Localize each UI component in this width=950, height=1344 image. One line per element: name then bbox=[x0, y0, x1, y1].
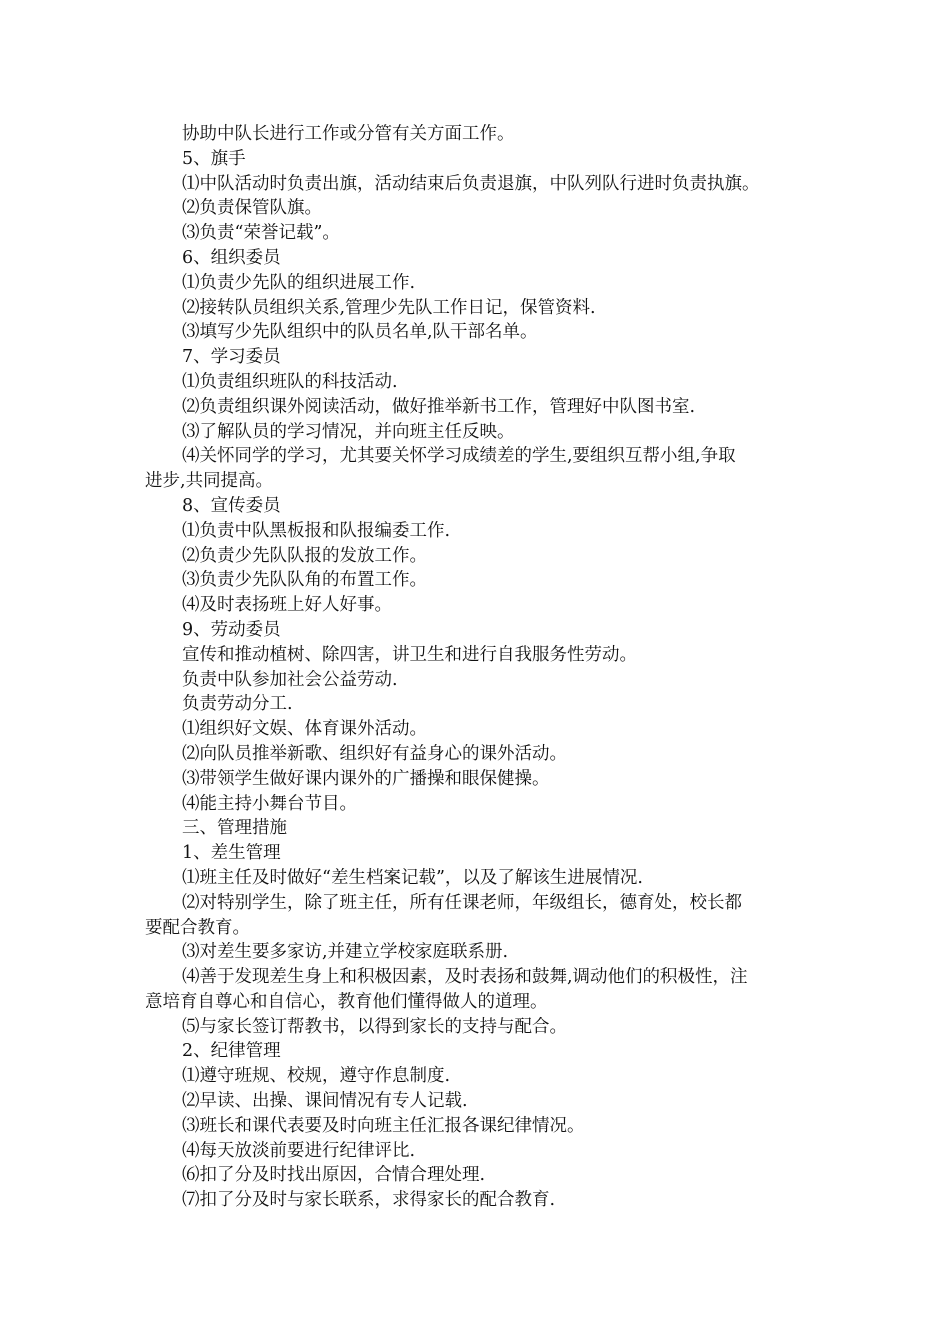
paragraph-line: 5、旗手 bbox=[182, 148, 246, 169]
paragraph-line: 6、组织委员 bbox=[182, 247, 281, 268]
paragraph-line: 负责劳动分工. bbox=[182, 694, 293, 715]
paragraph-continuation-line: 意培育自尊心和自信心，教育他们懂得做人的道理。 bbox=[145, 991, 548, 1012]
paragraph-line: ⑶负责“荣誉记载”。 bbox=[182, 223, 340, 244]
paragraph-line: ⑴班主任及时做好“差生档案记载”，以及了解该生进展情况. bbox=[182, 867, 643, 888]
paragraph-line: 7、学习委员 bbox=[182, 347, 281, 368]
paragraph-line: 协助中队长进行工作或分管有关方面工作。 bbox=[182, 124, 515, 144]
paragraph-line: ⑷能主持小舞台节目。 bbox=[182, 793, 357, 814]
paragraph-line: ⑴组织好文娱、体育课外活动。 bbox=[182, 719, 427, 740]
paragraph-line: ⑶了解队员的学习情况，并向班主任反映。 bbox=[182, 421, 515, 442]
paragraph-line: 2、纪律管理 bbox=[182, 1041, 281, 1062]
paragraph-continuation-line: 进步,共同提高。 bbox=[145, 471, 274, 492]
paragraph-line: ⑵负责保管队旗。 bbox=[182, 198, 322, 219]
paragraph-line: ⑴中队活动时负责出旗，活动结束后负责退旗，中队列队行进时负责执旗。 bbox=[182, 173, 760, 194]
paragraph-continuation-line: 要配合教育。 bbox=[145, 917, 250, 938]
paragraph-line: ⑵接转队员组织关系,管理少先队工作日记，保管资料. bbox=[182, 297, 596, 318]
document-body bbox=[145, 122, 810, 1213]
paragraph-line: ⑵向队员推举新歌、组织好有益身心的课外活动。 bbox=[182, 743, 567, 764]
paragraph-line: 1、差生管理 bbox=[182, 843, 281, 864]
paragraph-line: 三、管理措施 bbox=[182, 818, 287, 839]
paragraph-line: 负责中队参加社会公益劳动. bbox=[182, 669, 398, 690]
paragraph-line: ⑷及时表扬班上好人好事。 bbox=[182, 595, 392, 616]
paragraph-line: ⑴负责中队黑板报和队报编委工作. bbox=[182, 520, 451, 541]
paragraph-line: ⑶填写少先队组织中的队员名单,队干部名单。 bbox=[182, 322, 538, 343]
paragraph-line: ⑹扣了分及时找出原因，合情合理处理. bbox=[182, 1165, 486, 1186]
paragraph-line: 9、劳动委员 bbox=[182, 619, 281, 640]
paragraph-line: ⑸与家长签订帮教书，以得到家长的支持与配合。 bbox=[182, 1016, 567, 1037]
paragraph-line: ⑵早读、出操、课间情况有专人记载. bbox=[182, 1091, 468, 1112]
paragraph-line: ⑶班长和课代表要及时向班主任汇报各课纪律情况。 bbox=[182, 1115, 585, 1136]
paragraph-line: ⑷每天放淡前要进行纪律评比. bbox=[182, 1140, 416, 1161]
paragraph-line: ⑵负责少先队队报的发放工作。 bbox=[182, 545, 427, 566]
paragraph-line: ⑶带领学生做好课内课外的广播操和眼保健操。 bbox=[182, 768, 550, 789]
paragraph-line: ⑵对特别学生，除了班主任，所有任课老师，年级组长，德育处，校长都 bbox=[182, 892, 742, 913]
paragraph-line: ⑴负责组织班队的科技活动. bbox=[182, 371, 398, 392]
paragraph-line: ⑴遵守班规、校规，遵守作息制度. bbox=[182, 1066, 451, 1087]
paragraph-line: ⑷善于发现差生身上和积极因素，及时表扬和鼓舞,调动他们的积极性，注 bbox=[182, 967, 748, 988]
paragraph-line: ⑷关怀同学的学习，尤其要关怀学习成绩差的学生,要组织互帮小组,争取 bbox=[182, 446, 736, 467]
paragraph-line: ⑺扣了分及时与家长联系，求得家长的配合教育. bbox=[182, 1190, 556, 1211]
paragraph-line: ⑵负责组织课外阅读活动，做好推举新书工作，管理好中队图书室. bbox=[182, 396, 696, 417]
paragraph-line: ⑶负责少先队队角的布置工作。 bbox=[182, 570, 427, 591]
paragraph-line: ⑶对差生要多家访,并建立学校家庭联系册. bbox=[182, 942, 509, 963]
paragraph-line: 8、宣传委员 bbox=[182, 495, 281, 516]
paragraph-line: ⑴负责少先队的组织进展工作. bbox=[182, 272, 416, 293]
paragraph-line: 宣传和推动植树、除四害，讲卫生和进行自我服务性劳动。 bbox=[182, 644, 637, 665]
